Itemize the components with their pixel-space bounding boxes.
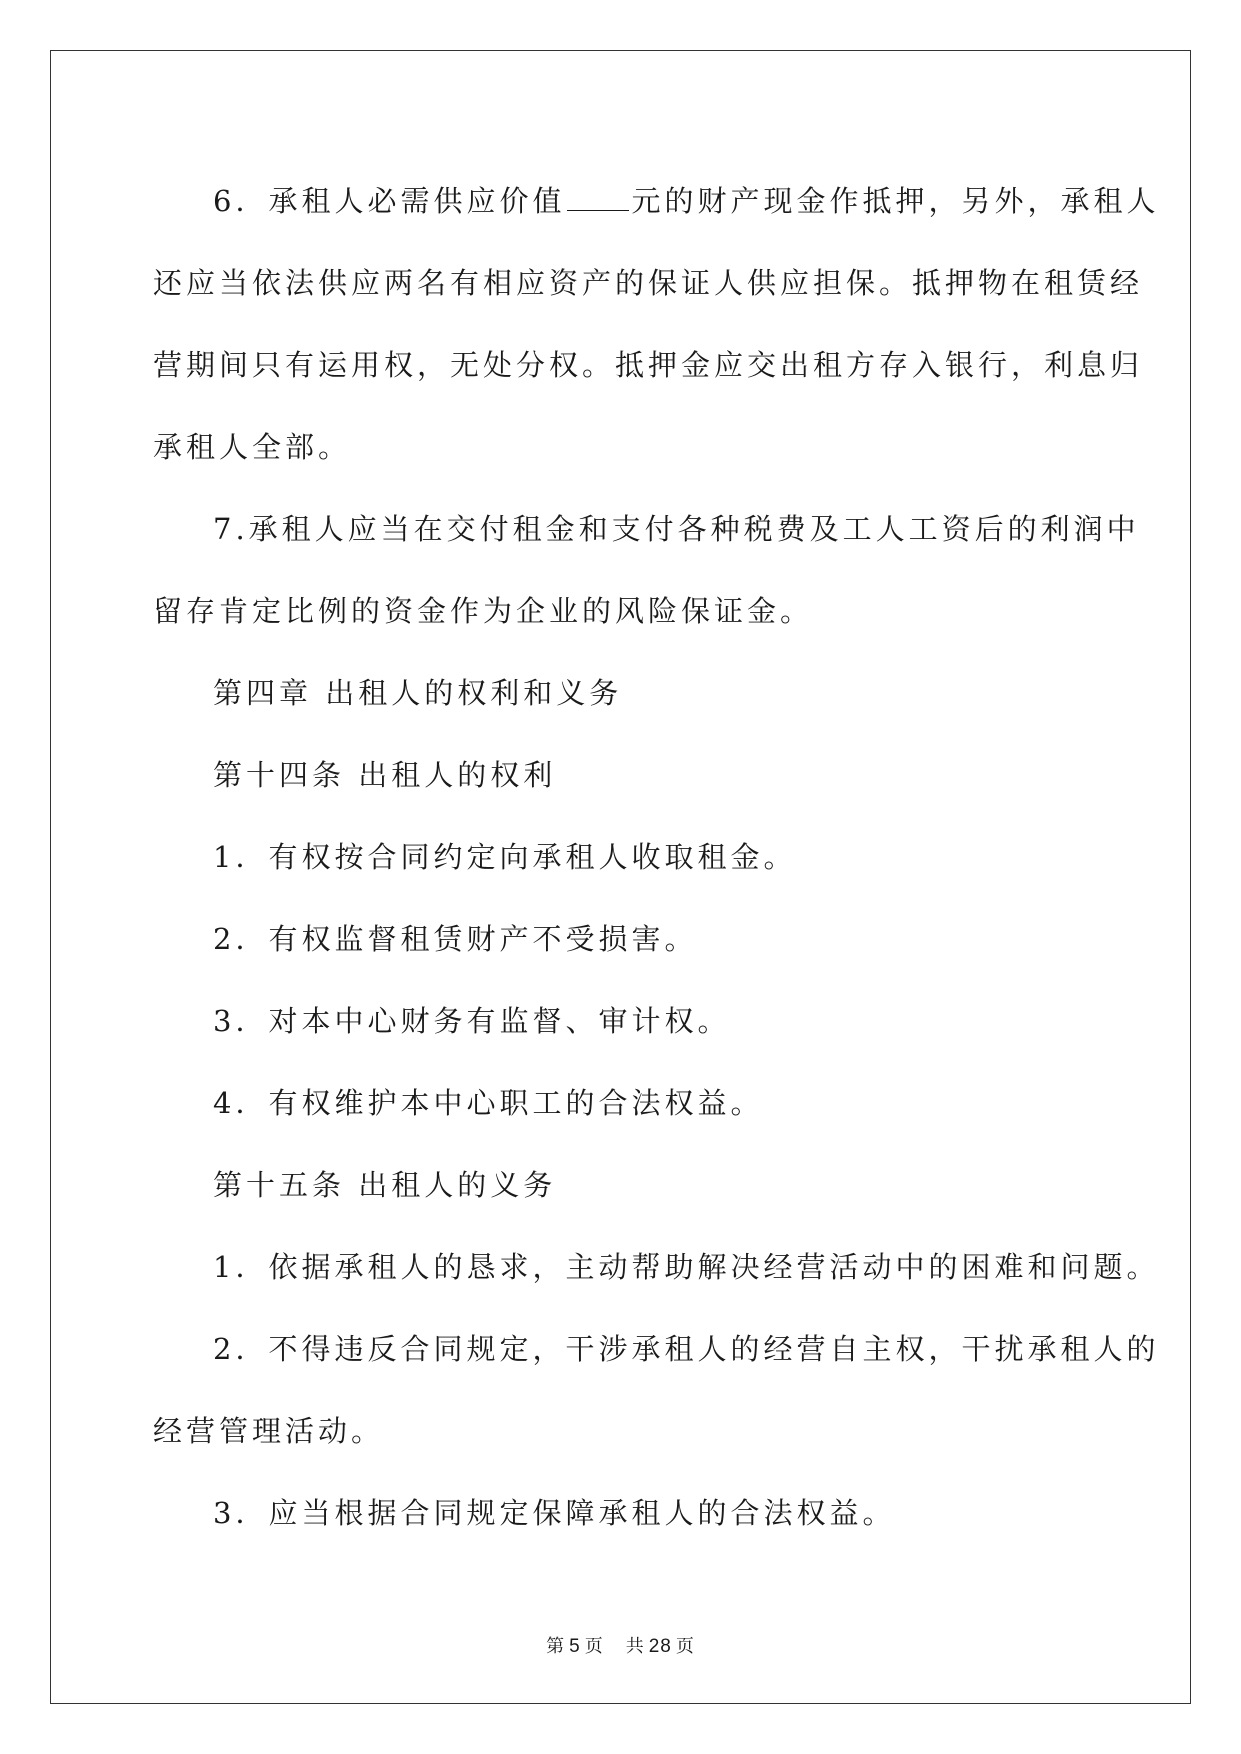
paragraph-6-line-1 — [153, 160, 1160, 242]
page-footer — [0, 1632, 1241, 1658]
paragraph-text: 6．承租人必需供应价值 — [213, 184, 566, 218]
right-item-4: 4．有权维护本中心职工的合法权益。 — [213, 1086, 764, 1120]
document-body — [153, 160, 1160, 1554]
footer-total-pages: 28 — [648, 1636, 672, 1657]
footer-total-suffix: 页 — [675, 1636, 695, 1657]
paragraph-7-line-1: 7.承租人应当在交付租金和支付各种税费及工人工资后的利润中 — [213, 512, 1140, 546]
chapter-heading: 第四章 出租人的权利和义务 — [213, 676, 623, 710]
right-item-3: 3．对本中心财务有监督、审计权。 — [213, 1004, 731, 1038]
duty-item-3: 3．应当根据合同规定保障承租人的合法权益。 — [213, 1496, 896, 1530]
footer-page-number: 5 — [569, 1636, 581, 1657]
right-item-1: 1．有权按合同约定向承租人收取租金。 — [213, 840, 797, 874]
duty-item-2-line-2: 经营管理活动。 — [153, 1414, 385, 1448]
duty-item-1: 1．依据承租人的恳求，主动帮助解决经营活动中的困难和问题。 — [213, 1250, 1160, 1284]
paragraph-6-line-2: 还应当依法供应两名有相应资产的保证人供应担保。抵押物在租赁经 — [153, 266, 1144, 300]
right-item-2: 2．有权监督租赁财产不受损害。 — [213, 922, 698, 956]
paragraph-6-line-4: 承租人全部。 — [153, 430, 352, 464]
paragraph-text: 元的财产现金作抵押，另外，承租人 — [631, 184, 1160, 218]
paragraph-6-line-3: 营期间只有运用权，无处分权。抵押金应交出租方存入银行，利息归 — [153, 348, 1144, 382]
paragraph-7-line-2: 留存肯定比例的资金作为企业的风险保证金。 — [153, 594, 814, 628]
fill-in-blank — [567, 186, 629, 211]
footer-total-prefix: 共 — [625, 1636, 645, 1657]
article-15-heading: 第十五条 出租人的义务 — [213, 1168, 557, 1202]
footer-page-suffix: 页 — [584, 1636, 604, 1657]
duty-item-2-line-1: 2．不得违反合同规定，干涉承租人的经营自主权，干扰承租人的 — [213, 1332, 1160, 1366]
footer-page-prefix: 第 — [546, 1636, 566, 1657]
article-14-heading: 第十四条 出租人的权利 — [213, 758, 557, 792]
